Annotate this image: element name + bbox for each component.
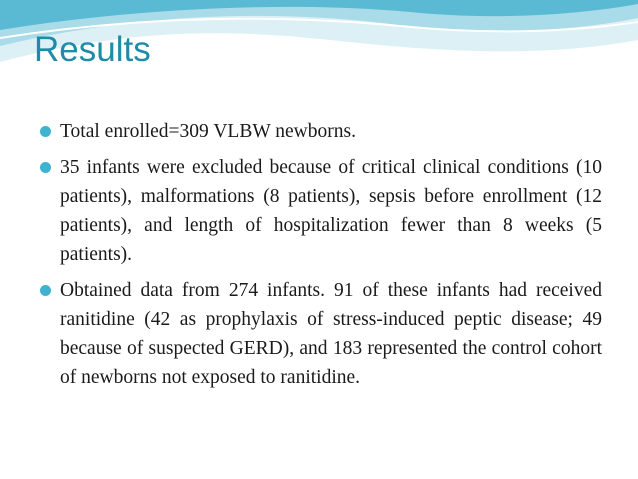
bullet-item xyxy=(40,276,602,392)
filled-circle-bullet-icon xyxy=(40,162,51,173)
bullet-item xyxy=(40,153,602,269)
filled-circle-bullet-icon xyxy=(40,285,51,296)
bullet-text: 35 infants were excluded because of critical clinical conditions (10 patients), malformations (8 patients), sepsis before enrollment (12 patients), and length of hospitalization fewer than 8 weeks (5 patients). xyxy=(60,157,602,265)
bullet-text: Obtained data from 274 infants. 91 of these infants had received ranitidine (42 as prophylaxis of stress-induced peptic disease; 49 because of suspected GERD), and 183 represented the control cohort of newborns not exposed to ranitidine. xyxy=(60,280,602,388)
bullet-item xyxy=(40,117,602,146)
filled-circle-bullet-icon xyxy=(40,126,51,137)
bullet-text: Total enrolled=309 VLBW newborns. xyxy=(60,121,356,142)
slide-title: Results xyxy=(34,30,151,69)
bullet-list xyxy=(40,117,602,399)
